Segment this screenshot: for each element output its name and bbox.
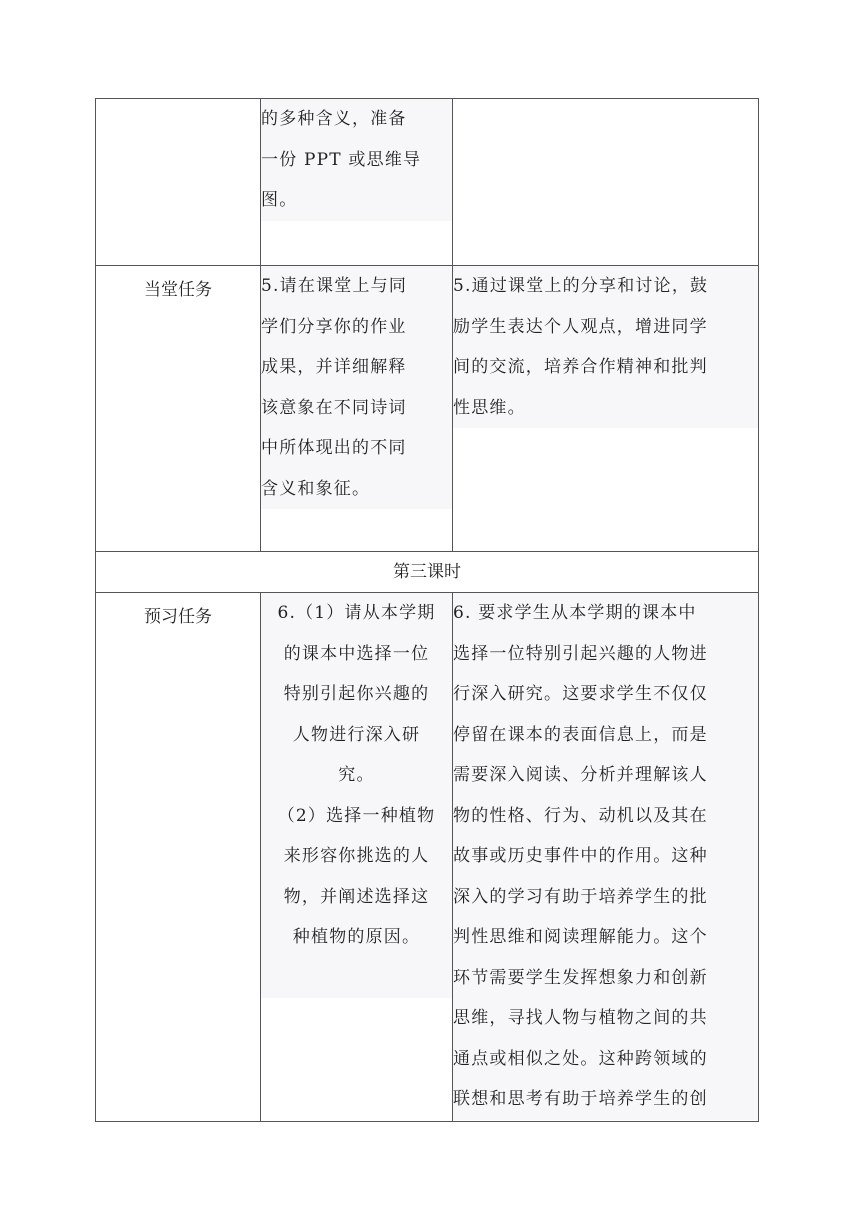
text-line: 含义和象征。: [261, 478, 371, 499]
section-heading: 第三课时: [96, 552, 759, 593]
text-line: 6. 要求学生从本学期的课本中: [453, 603, 697, 623]
text-line: 种植物的原因。: [292, 927, 421, 947]
text-line: 图。: [261, 190, 298, 210]
task-cell: [261, 99, 453, 266]
text-line: 中所体现出的不同: [261, 438, 407, 458]
task-cell: [261, 593, 453, 1122]
table-row: [96, 593, 759, 1122]
text-line: 深入的学习有助于培养学生的批: [453, 886, 708, 907]
text-line: 通点或相似之处。这种跨领域的: [453, 1048, 708, 1069]
text-line: 物的性格、行为、动机以及其在: [453, 805, 708, 826]
task-text: [261, 266, 452, 509]
text-line: 特别引起你兴趣的: [283, 684, 430, 704]
task-text: [261, 593, 452, 998]
text-line: 6.（1）请从本学期: [277, 603, 436, 623]
row-label: [96, 99, 261, 266]
text-line: 的多种含义，准备: [261, 109, 407, 129]
text-line: 该意象在不同诗词: [261, 397, 407, 418]
text-line: 5.请在课堂上与同: [261, 276, 408, 296]
text-line: 思维，寻找人物与植物之间的共: [453, 1008, 708, 1028]
lesson-plan-table: [95, 98, 759, 1122]
text-line: （2）选择一种植物: [277, 805, 436, 826]
text-line: 联想和思考有助于培养学生的创: [453, 1089, 708, 1109]
row-label: 当堂任务: [96, 266, 261, 552]
purpose-cell: [453, 266, 759, 552]
table-row: [96, 99, 759, 266]
text-line: 间的交流，培养合作精神和批判: [453, 357, 708, 377]
text-line: 选择一位特别引起兴趣的人物进: [453, 643, 708, 664]
table-row: [96, 266, 759, 552]
text-line: 物，并阐述选择这: [283, 886, 430, 907]
purpose-cell: [453, 593, 759, 1122]
purpose-text: [453, 593, 758, 1120]
purpose-cell: [453, 99, 759, 266]
task-text: [261, 99, 452, 221]
text-line: 一份 PPT 或思维导: [261, 149, 422, 170]
text-line: 励学生表达个人观点，增进同学: [453, 316, 708, 337]
text-line: 的课本中选择一位: [283, 643, 430, 664]
text-line: 行深入研究。这要求学生不仅仅: [453, 684, 708, 704]
purpose-text: [453, 266, 758, 428]
text-line: 判性思维和阅读理解能力。这个: [453, 927, 708, 947]
text-line: 学们分享你的作业: [261, 316, 407, 337]
table-row: [96, 552, 759, 593]
text-line: 成果，并详细解释: [261, 357, 407, 377]
row-label: 预习任务: [96, 593, 261, 1122]
text-line: 故事或历史事件中的作用。这种: [453, 846, 708, 866]
text-line: 5.通过课堂上的分享和讨论，鼓: [453, 276, 709, 296]
text-line: 性思维。: [453, 397, 526, 418]
text-line: 究。: [338, 765, 375, 785]
text-line: 停留在课本的表面信息上，而是: [453, 724, 708, 745]
text-line: 人物进行深入研: [292, 724, 421, 745]
task-cell: [261, 266, 453, 552]
text-line: 需要深入阅读、分析并理解该人: [453, 765, 708, 785]
text-line: 环节需要学生发挥想象力和创新: [453, 967, 708, 988]
text-line: 来形容你挑选的人: [283, 846, 430, 866]
